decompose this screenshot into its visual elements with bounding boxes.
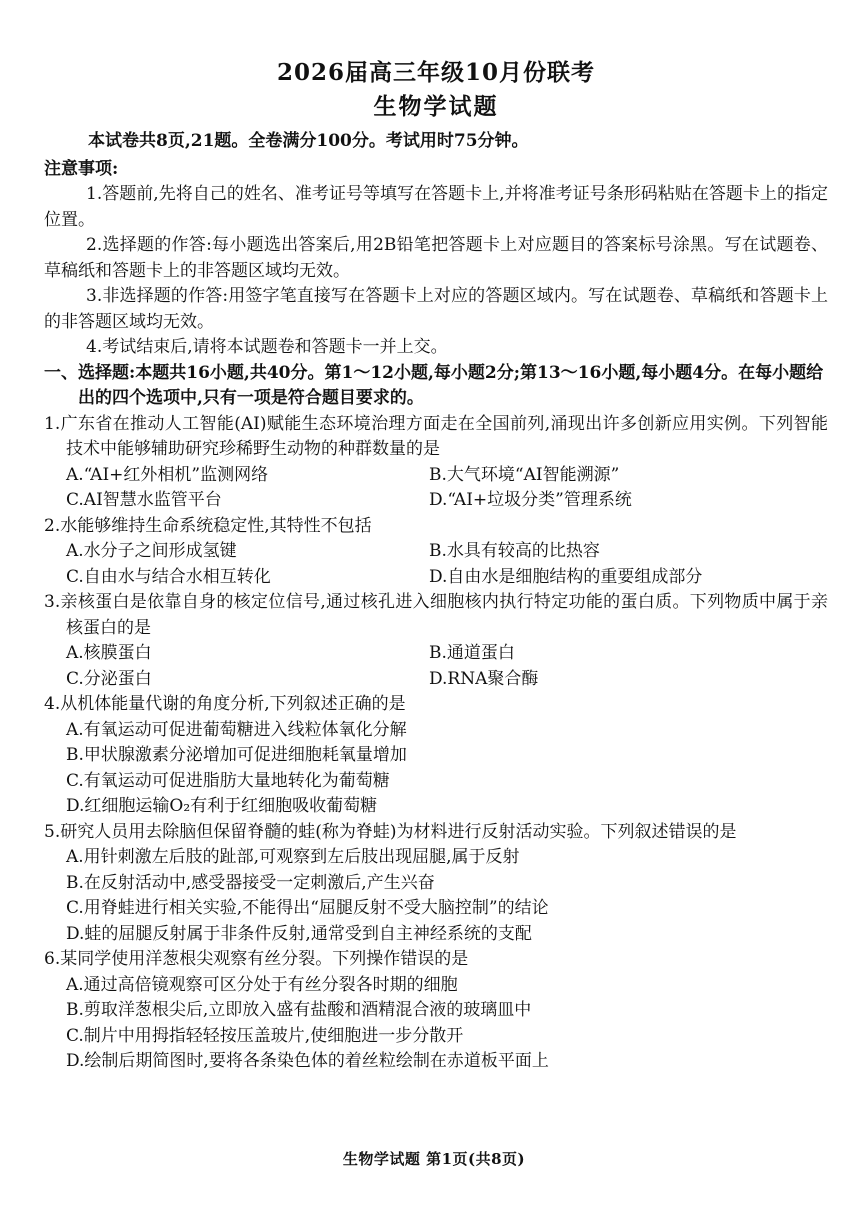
notice-item-3: 3.非选择题的作答:用签字笔直接写在答题卡上对应的答题区域内。写在试题卷、草稿纸和答题卡上的非答题区域均无效。 xyxy=(44,286,828,332)
option-c: C.用脊蛙进行相关实验,不能得出“屈腿反射不受大脑控制”的结论 xyxy=(66,898,549,918)
option-b: B.在反射活动中,感受器接受一定刺激后,产生兴奋 xyxy=(66,872,435,893)
option-b: B.甲状腺激素分泌增加可促进细胞耗氧量增加 xyxy=(66,745,407,765)
notice-item-2: 2.选择题的作答:每小题选出答案后,用2B铅笔把答题卡上对应题目的答案标号涂黑。写在试题卷、草稿纸和答题卡上的非答题区域均无效。 xyxy=(44,235,828,281)
question-stem: 1.广东省在推动人工智能(AI)赋能生态环境治理方面走在全国前列,涌现出许多创新应用实例。下列智能技术中能够辅助研究珍稀野生动物的种群数量的是 xyxy=(44,413,828,459)
options-grid xyxy=(44,539,828,590)
exam-subject: 生物学试题 xyxy=(373,93,499,120)
option-b: B.大气环境“AI智能溯源” xyxy=(429,464,620,485)
question-stem: 6.某同学使用洋葱根尖观察有丝分裂。下列操作错误的是 xyxy=(44,949,469,969)
notice-item-1: 1.答题前,先将自己的姓名、准考证号等填写在答题卡上,并将准考证号条形码粘贴在答题卡上的指定位置。 xyxy=(44,184,828,230)
question-1 xyxy=(44,412,828,514)
question-6 xyxy=(44,947,828,1075)
option-b: B.剪取洋葱根尖后,立即放入盛有盐酸和酒精混合液的玻璃皿中 xyxy=(66,1000,532,1020)
question-stem: 4.从机体能量代谢的角度分析,下列叙述正确的是 xyxy=(44,694,406,714)
exam-title: 2026届高三年级10月份联考 xyxy=(276,59,596,86)
option-b: B.水具有较高的比热容 xyxy=(429,541,600,561)
option-a: A.有氧运动可促进葡萄糖进入线粒体氧化分解 xyxy=(66,719,407,740)
option-d: D.绘制后期简图时,要将各条染色体的着丝粒绘制在赤道板平面上 xyxy=(66,1051,549,1071)
notice-heading: 注意事项: xyxy=(44,159,119,179)
question-3 xyxy=(44,590,828,692)
option-a: A.用针刺激左后肢的趾部,可观察到左后肢出现屈腿,属于反射 xyxy=(66,847,520,867)
options-list xyxy=(44,973,828,1075)
question-5 xyxy=(44,820,828,948)
question-2 xyxy=(44,514,828,591)
question-stem: 3.亲核蛋白是依靠自身的核定位信号,通过核孔进入细胞核内执行特定功能的蛋白质。下列物质中属于亲核蛋白的是 xyxy=(44,592,828,638)
options-grid xyxy=(44,463,828,514)
option-d: D.RNA聚合酶 xyxy=(429,668,539,689)
exam-info: 本试卷共8页,21题。全卷满分100分。考试用时75分钟。 xyxy=(88,131,529,151)
option-d: D.蛙的屈腿反射属于非条件反射,通常受到自主神经系统的支配 xyxy=(66,923,532,944)
option-c: C.分泌蛋白 xyxy=(66,668,152,689)
question-stem: 5.研究人员用去除脑但保留脊髓的蛙(称为脊蛙)为材料进行反射活动实验。下列叙述错误的是 xyxy=(44,821,737,842)
option-c: C.自由水与结合水相互转化 xyxy=(66,566,271,587)
notice-item-4: 4.考试结束后,请将本试题卷和答题卡一并上交。 xyxy=(86,337,448,357)
option-a: A.“AI+红外相机”监测网络 xyxy=(66,464,269,485)
options-grid xyxy=(44,641,828,692)
options-list xyxy=(44,845,828,947)
question-stem: 2.水能够维持生命系统稳定性,其特性不包括 xyxy=(44,515,372,536)
option-c: C.制片中用拇指轻轻按压盖玻片,使细胞进一步分散开 xyxy=(66,1025,464,1046)
option-a: A.水分子之间形成氢键 xyxy=(66,541,237,561)
option-d: D.“AI+垃圾分类”管理系统 xyxy=(429,490,632,510)
option-c: C.AI智慧水监管平台 xyxy=(66,490,222,510)
option-d: D.自由水是细胞结构的重要组成部分 xyxy=(429,566,703,587)
question-4 xyxy=(44,692,828,820)
option-d: D.红细胞运输O₂有利于红细胞吸收葡萄糖 xyxy=(66,796,378,816)
option-b: B.通道蛋白 xyxy=(429,643,515,663)
options-list xyxy=(44,718,828,820)
page-footer: 生物学试题 第1页(共8页) xyxy=(342,1150,526,1168)
option-a: A.核膜蛋白 xyxy=(66,643,152,663)
section-heading: 一、选择题:本题共16小题,共40分。第1～12小题,每小题2分;第13～16小题,每小题4分。在每小题给出的四个选项中,只有一项是符合题目要求的。 xyxy=(44,362,824,408)
option-a: A.通过高倍镜观察可区分处于有丝分裂各时期的细胞 xyxy=(66,974,458,995)
option-c: C.有氧运动可促进脂肪大量地转化为葡萄糖 xyxy=(66,770,390,791)
